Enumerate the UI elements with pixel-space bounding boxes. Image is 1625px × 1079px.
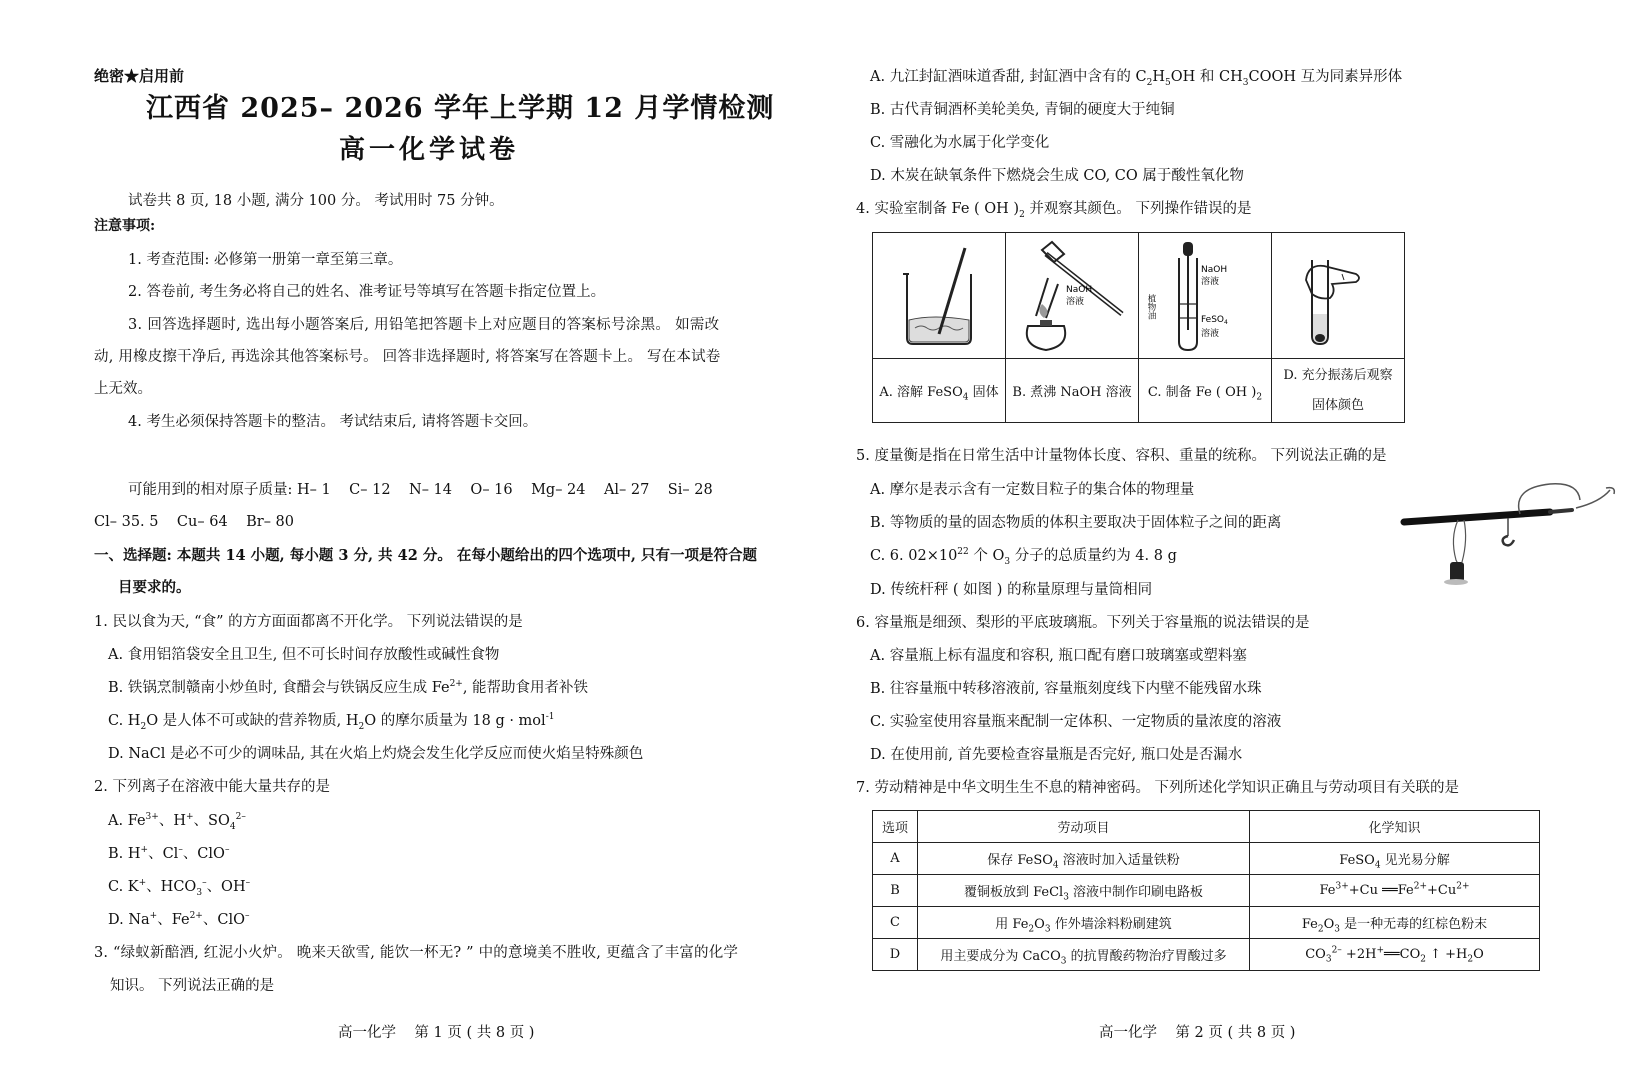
exam-title: 江西省 2025– 2026 学年上学期 12 月学情检测 xyxy=(146,93,775,124)
notice-item: 动, 用橡皮擦干净后, 再选涂其他答案标号。 回答非选择题时, 将答案写在答题卡上。 写在本试卷 xyxy=(94,349,721,365)
experiment-image-c xyxy=(1139,233,1272,359)
option-a: A. 食用铝箔袋安全且卫生, 但不可长时间存放酸性或碱性食物 xyxy=(108,647,500,663)
naoh-label: NaOH xyxy=(1201,264,1228,275)
table-row xyxy=(873,907,1540,939)
atomic-mass-line: 可能用到的相对原子质量: H– 1 C– 12 N– 14 O– 16 Mg– 24 Al– 27 Si– 28 xyxy=(128,482,713,498)
option-b: B. 古代青铜酒杯美轮美奂, 青铜的硬度大于纯铜 xyxy=(870,102,1175,118)
question-stem: 5. 度量衡是指在日常生活中计量物体长度、容积、重量的统称。 下列说法正确的是 xyxy=(856,448,1387,464)
table-cell-chem: $Fe_2O_3$ 是一种无毒的红棕色粉末 xyxy=(1250,907,1540,939)
experiment-image-d xyxy=(1272,233,1405,359)
section-heading: 一、选择题: 本题共 14 小题, 每小题 3 分, 共 42 分。 在每小题给出的四个选项中, 只有一项是符合题 xyxy=(94,547,757,564)
question-stem: 4. 实验室制备 Fe ( OH )$_2$ 并观察其颜色。 下列操作错误的是 xyxy=(856,201,1252,220)
option-c: C. 6. $02\times 10^{22}$ 个 $O_3$ 分子的总质量约为 4. 8 g xyxy=(870,547,1177,567)
page-footer: 高一化学 第 1 页 ( 共 8 页 ) xyxy=(338,1025,535,1041)
question-stem-cont: 知识。 下列说法正确的是 xyxy=(110,978,275,994)
option-d: D. 在使用前, 首先要检查容量瓶是否完好, 瓶口处是否漏水 xyxy=(870,747,1243,763)
labor-table xyxy=(872,810,1540,971)
table-header: 化学知识 xyxy=(1250,811,1540,843)
table-cell-chem: FeSO$_4$ 见光易分解 xyxy=(1250,843,1540,875)
experiment-image-b xyxy=(1006,233,1139,359)
shaking-tube-icon xyxy=(1272,234,1404,358)
option-b: B. 铁锅烹制赣南小炒鱼时, 食醋会与铁锅反应生成 $Fe^{2+}$, 能帮助食用者补铁 xyxy=(108,679,589,696)
notice-heading: 注意事项: xyxy=(94,218,156,234)
option-a: A. $Fe^{3+}$、H+、$SO_4^{2-}$ xyxy=(108,812,246,832)
section-heading-cont: 目要求的。 xyxy=(118,579,191,596)
option-d: D. 传统杆秤 ( 如图 ) 的称量原理与量筒相同 xyxy=(870,582,1153,598)
notice-item: 3. 回答选择题时, 选出每小题答案后, 用铅笔把答题卡上对应题目的答案标号涂黑。 如需改 xyxy=(128,317,720,333)
table-cell-chem: $CO_3^{2-}$ $+2H^+══CO_2$ ↑ $+H_2O$ xyxy=(1250,939,1540,971)
question-stem: 3. “绿蚁新醅酒, 红泥小火炉。 晚来天欲雪, 能饮一杯无? ” 中的意境美不胜收, 更蕴含了丰富的化学 xyxy=(94,945,739,961)
secret-label: 绝密★启用前 xyxy=(94,67,185,85)
solution-label: 溶液 xyxy=(1066,296,1085,307)
solution-label: 溶液 xyxy=(1201,276,1220,287)
table-row xyxy=(873,939,1540,971)
table-header: 劳动项目 xyxy=(918,811,1250,843)
option-b: B. 等物质的量的固态物质的体积主要取决于固体粒子之间的距离 xyxy=(870,515,1282,531)
table-cell-labor: 用主要成分为 CaCO$_3$ 的抗胃酸药物治疗胃酸过多 xyxy=(918,939,1250,971)
table-row xyxy=(873,843,1540,875)
question-stem: 1. 民以食为天, “食” 的方方面面都离不开化学。 下列说法错误的是 xyxy=(94,614,523,630)
exam-intro: 试卷共 8 页, 18 小题, 满分 100 分。 考试用时 75 分钟。 xyxy=(128,193,504,209)
option-d: D. 木炭在缺氧条件下燃烧会生成 CO, CO 属于酸性氧化物 xyxy=(870,168,1244,184)
table-header: 选项 xyxy=(873,811,918,843)
steelyard-icon xyxy=(1400,478,1620,590)
question-stem: 7. 劳动精神是中华文明生生不息的精神密码。 下列所述化学知识正确且与劳动项目有关联的是 xyxy=(856,780,1460,796)
dropper-tube-icon xyxy=(1139,234,1271,358)
table-row xyxy=(873,875,1540,907)
option-b: B. 往容量瓶中转移溶液前, 容量瓶刻度线下内壁不能残留水珠 xyxy=(870,681,1262,697)
option-b: B. H+、Cl–、ClO– xyxy=(108,845,230,862)
oil-label: 植物油 xyxy=(1146,293,1156,319)
question-stem: 6. 容量瓶是细颈、梨形的平底玻璃瓶。下列关于容量瓶的说法错误的是 xyxy=(856,615,1310,631)
table-cell-option: C xyxy=(873,907,918,939)
option-c: C. 实验室使用容量瓶来配制一定体积、一定物质的量浓度的溶液 xyxy=(870,714,1282,730)
notice-item: 1. 考查范围: 必修第一册第一章至第三章。 xyxy=(128,252,403,268)
table-cell-option: D xyxy=(873,939,918,971)
notice-item: 2. 答卷前, 考生务必将自己的姓名、准考证号等填写在答题卡指定位置上。 xyxy=(128,284,606,300)
left-page xyxy=(0,0,812,1079)
table-cell-labor: 保存 FeSO$_4$ 溶液时加入适量铁粉 xyxy=(918,843,1250,875)
page-footer: 高一化学 第 2 页 ( 共 8 页 ) xyxy=(1099,1025,1296,1041)
experiment-image-a xyxy=(873,233,1006,359)
option-a: A. 容量瓶上标有温度和容积, 瓶口配有磨口玻璃塞或塑料塞 xyxy=(870,648,1247,664)
table-cell-labor: 用 $Fe_2O_3$ 作外墙涂料粉刷建筑 xyxy=(918,907,1250,939)
option-c: C. K+、$HCO_3^-$、OH– xyxy=(108,878,251,898)
solution-label: 溶液 xyxy=(1201,328,1220,339)
atomic-mass-line: Cl– 35. 5 Cu– 64 Br– 80 xyxy=(94,514,294,530)
option-d: D. NaCl 是必不可少的调味品, 其在火焰上灼烧会发生化学反应而使火焰呈特殊颜色 xyxy=(108,746,644,762)
notice-item: 上无效。 xyxy=(94,381,152,397)
table-cell-labor: 覆铜板放到 FeCl$_3$ 溶液中制作印刷电路板 xyxy=(918,875,1250,907)
burner-tube-icon xyxy=(1006,234,1138,358)
table-cell-option: A xyxy=(873,843,918,875)
right-page xyxy=(812,0,1625,1079)
notice-item: 4. 考生必须保持答题卡的整洁。 考试结束后, 请将答题卡交回。 xyxy=(128,414,538,430)
experiment-label-a: A. 溶解 FeSO$_4$ 固体 xyxy=(873,359,1006,423)
option-d: D. Na+、$Fe^{2+}$、ClO– xyxy=(108,911,250,928)
experiment-label-b: B. 煮沸 NaOH 溶液 xyxy=(1006,359,1139,423)
table-cell-option: B xyxy=(873,875,918,907)
exam-subtitle: 高一化学试卷 xyxy=(339,135,520,165)
naoh-label: NaOH xyxy=(1066,284,1093,295)
option-a: A. 摩尔是表示含有一定数目粒子的集合体的物理量 xyxy=(870,482,1195,498)
table-cell-chem: $Fe^{3+}+Cu$ $══Fe^{2+}+Cu^{2+}$ xyxy=(1250,875,1540,907)
question-stem: 2. 下列离子在溶液中能大量共存的是 xyxy=(94,779,330,795)
option-c: C. $H_2O$ 是人体不可或缺的营养物质, $H_2O$ 的摩尔质量为 18 g · mol$^{-1}$ xyxy=(108,712,555,732)
option-c: C. 雪融化为水属于化学变化 xyxy=(870,135,1050,151)
feso4-label: FeSO$_4$ xyxy=(1201,314,1228,326)
experiment-table xyxy=(872,232,1405,423)
experiment-label-d: D. 充分振荡后观察 固体颜色 xyxy=(1272,359,1405,423)
option-a: A. 九江封缸酒味道香甜, 封缸酒中含有的 $C_2H_5OH$ 和 $CH_3COOH$ 互为同素异形体 xyxy=(870,69,1403,88)
beaker-icon xyxy=(873,234,1005,358)
experiment-label-c: C. 制备 Fe ( OH )$_2$ xyxy=(1139,359,1272,423)
